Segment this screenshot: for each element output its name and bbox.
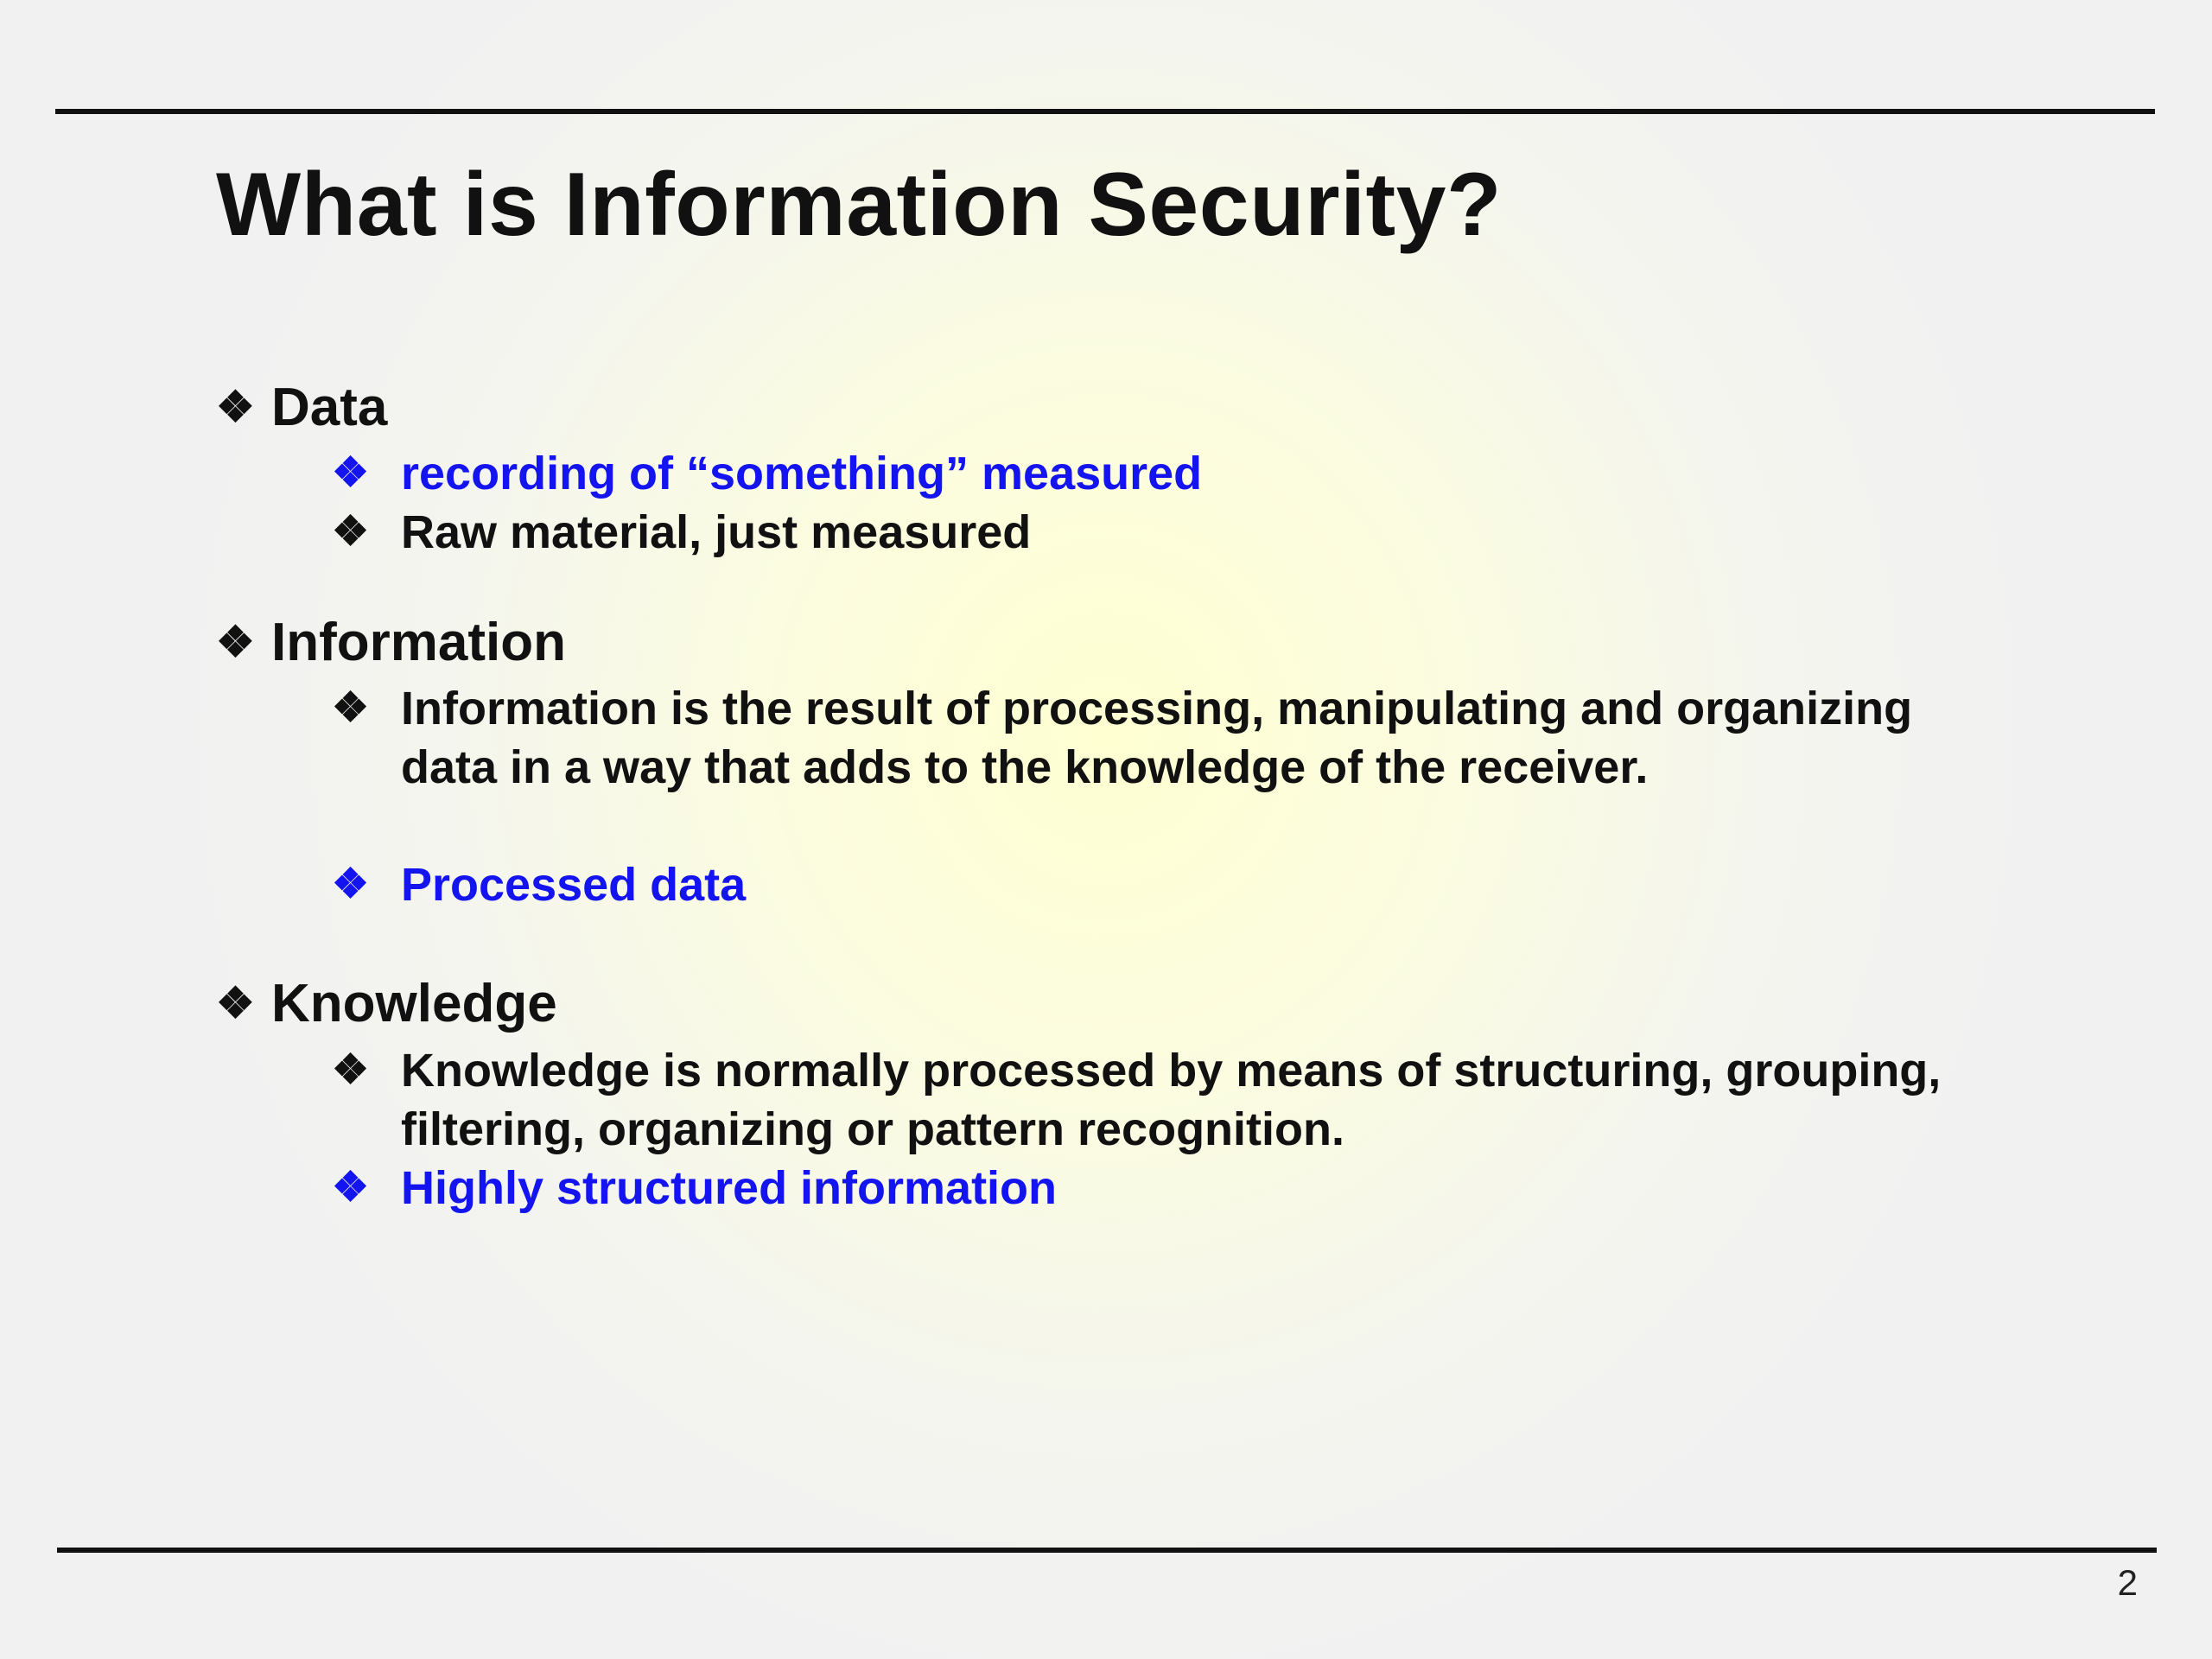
sub-bullet-text: Processed data [401, 859, 747, 911]
diamond-bullet-icon: ❖ [216, 618, 255, 666]
diamond-bullet-icon: ❖ [216, 383, 255, 431]
diamond-bullet-icon: ❖ [332, 1165, 370, 1211]
sub-bullet-text: recording of “something” measured [401, 448, 1203, 499]
sub-bullet-text: Highly structured information [401, 1162, 1058, 1214]
bottom-divider [57, 1548, 2157, 1553]
diamond-bullet-icon: ❖ [216, 979, 255, 1027]
sub-bullet-text: Raw material, just measured [401, 506, 1032, 558]
sub-bullet-text: Information is the result of processing, manipulating and organizing data in a way that adds to the knowledge of the receiver. [401, 683, 1913, 793]
sub-bullet-text: Knowledge is normally processed by means of structuring, grouping, filtering, organizing or pattern recognition. [401, 1045, 1942, 1155]
sub-bullet [332, 1159, 1974, 1217]
sub-bullet [332, 503, 1974, 562]
sub-bullet [332, 855, 1974, 914]
diamond-bullet-icon: ❖ [332, 1047, 370, 1093]
bullet-data [216, 377, 387, 438]
bullet-heading: Data [271, 378, 388, 437]
page-number: 2 [2117, 1562, 2138, 1603]
sub-bullet [332, 679, 1974, 797]
bullet-information [216, 612, 566, 673]
bullet-heading: Knowledge [271, 974, 557, 1033]
sub-bullet [332, 1041, 1974, 1159]
sub-bullet [332, 444, 1974, 503]
top-divider [55, 109, 2155, 114]
diamond-bullet-icon: ❖ [332, 509, 370, 555]
diamond-bullet-icon: ❖ [332, 450, 370, 496]
slide-title: What is Information Security? [216, 155, 1502, 255]
diamond-bullet-icon: ❖ [332, 861, 370, 907]
bullet-heading: Information [271, 613, 566, 672]
bullet-knowledge [216, 973, 557, 1034]
diamond-bullet-icon: ❖ [332, 685, 370, 731]
